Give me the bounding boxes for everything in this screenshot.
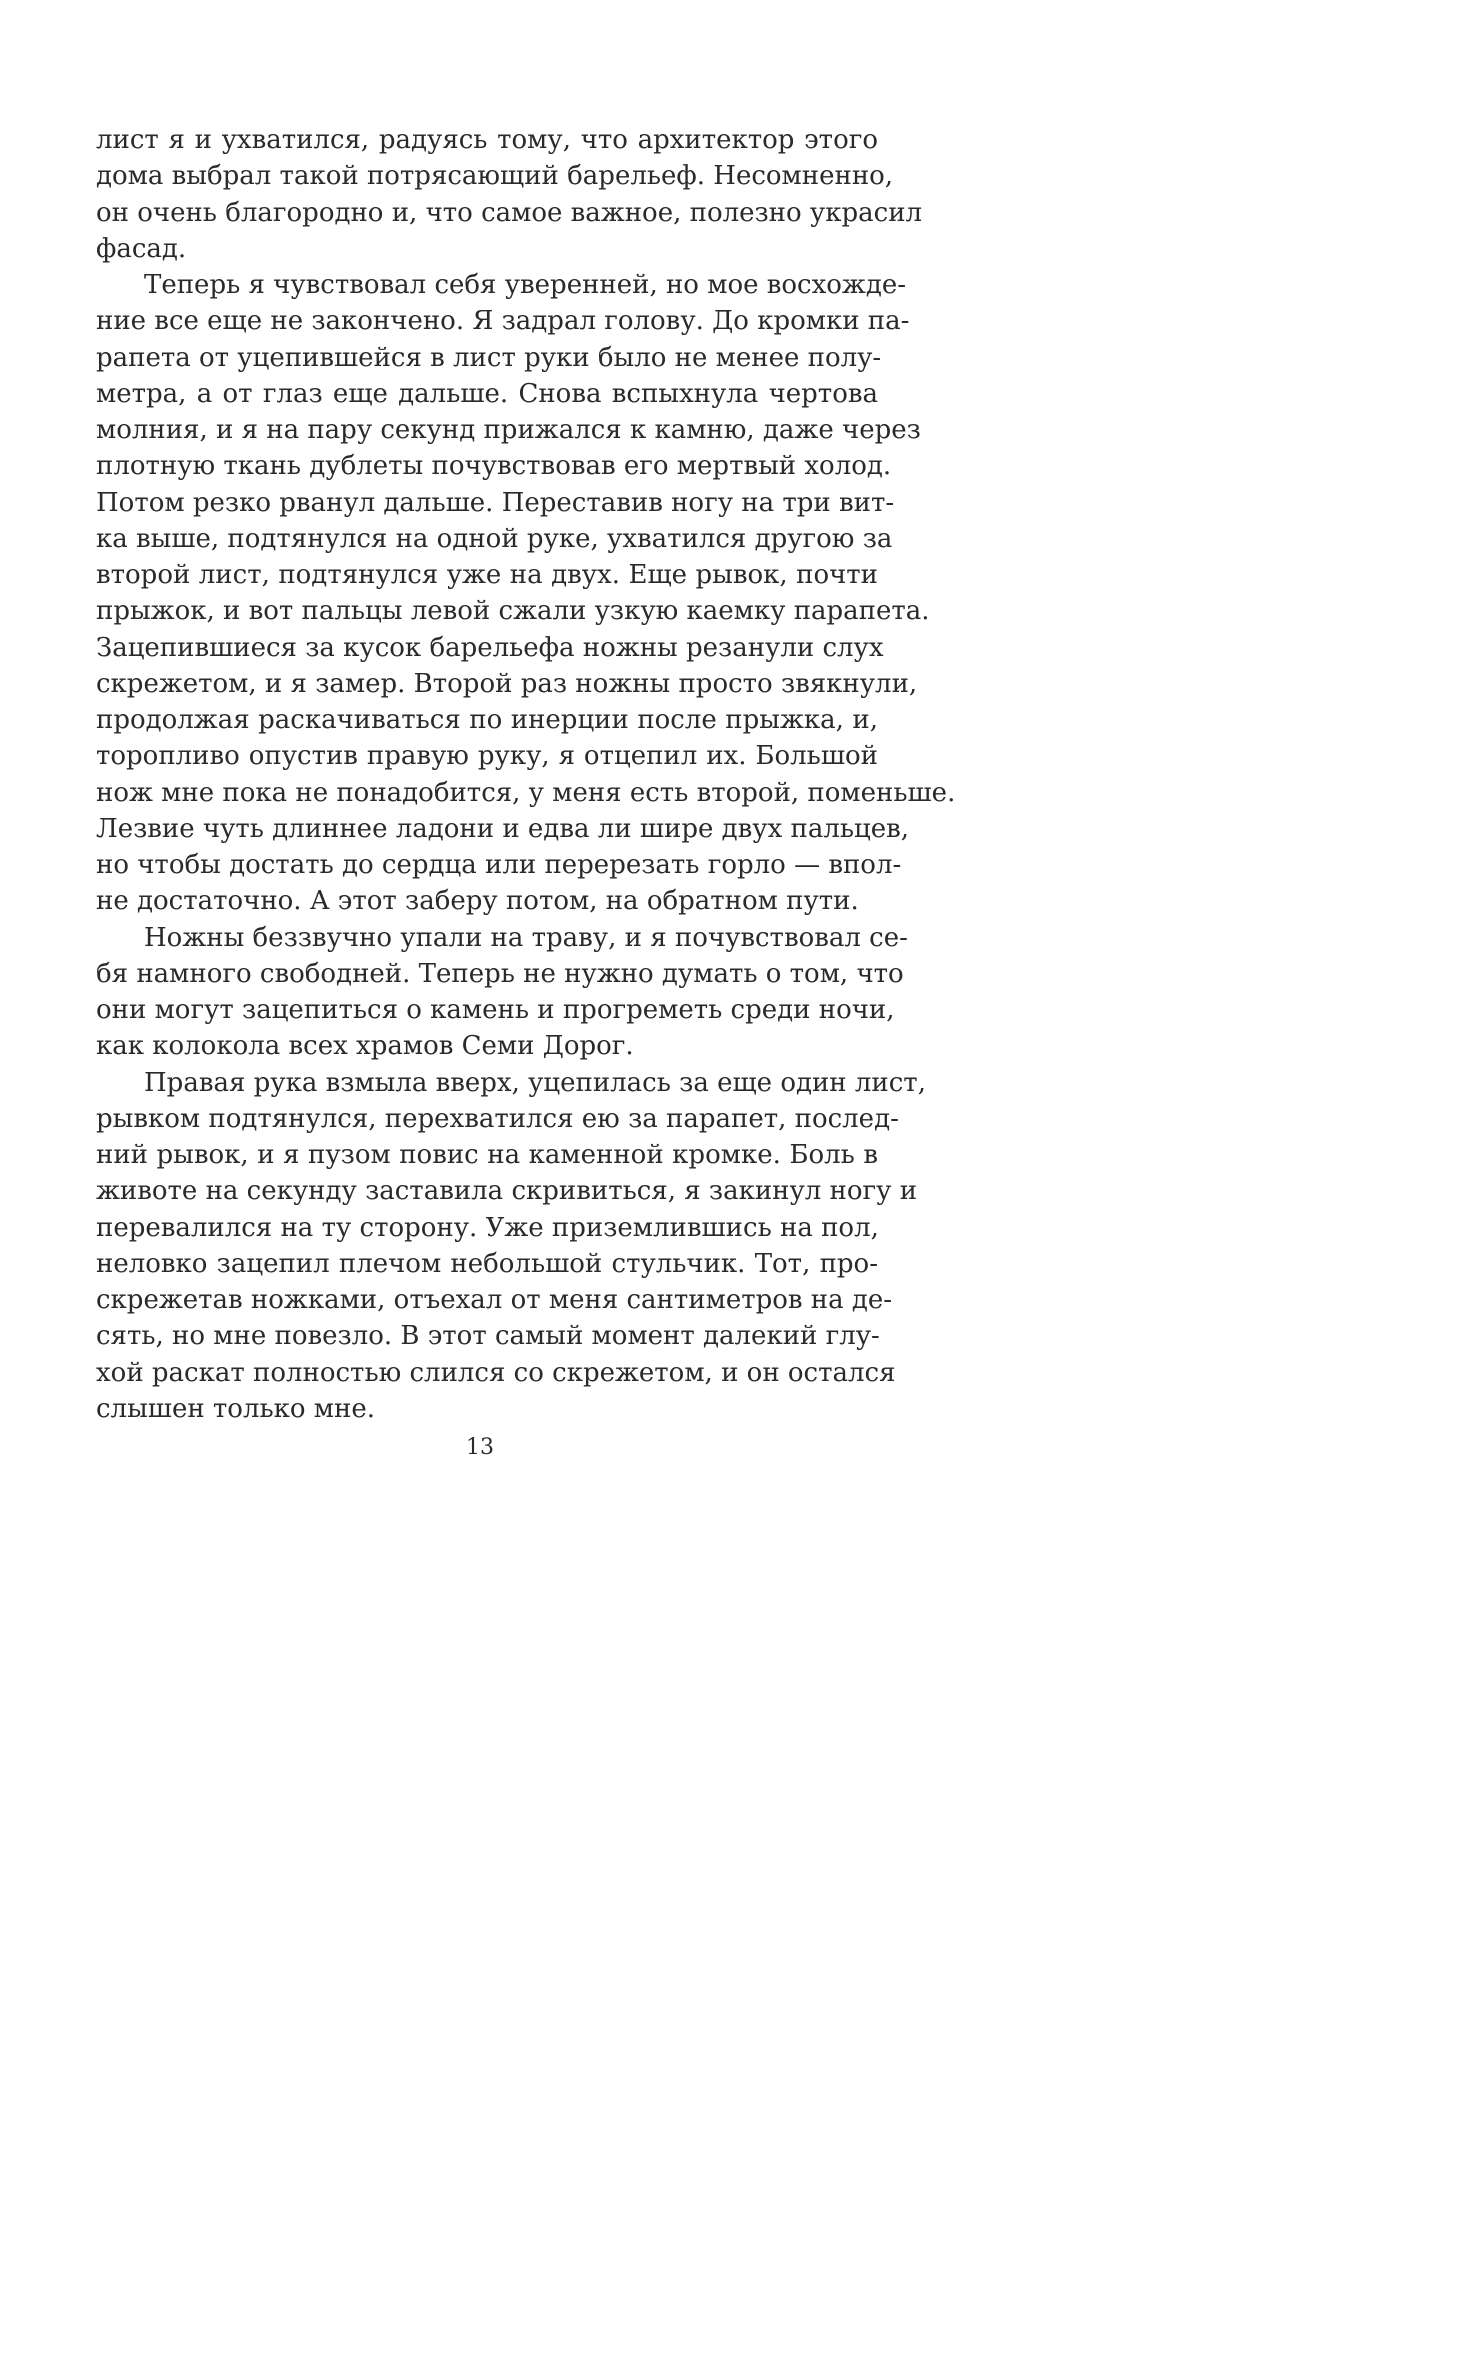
text-line: скрежетав ножками, отъехал от меня сантиметров на де-: [96, 1285, 893, 1315]
text-line: прыжок, и вот пальцы левой сжали узкую каемку парапета.: [96, 596, 930, 627]
text-line: метра, а от глаз еще дальше. Снова вспыхнула чертова: [96, 378, 878, 409]
text-line: он очень благородно и, что самое важное, полезно украсил: [96, 197, 923, 228]
text-line: как колокола всех храмов Семи Дорог.: [96, 1031, 634, 1062]
book-page: [0, 0, 960, 1538]
text-line: Ножны беззвучно упали на траву, и я почувствовал се-: [144, 922, 908, 953]
text-line: фасад.: [96, 233, 187, 264]
text-line: сять, но мне повезло. В этот самый момент далекий глу-: [96, 1321, 880, 1352]
text-line: слышен только мне.: [96, 1393, 376, 1424]
text-line: скрежетом, и я замер. Второй раз ножны просто звякнули,: [96, 668, 918, 699]
text-line: ка выше, подтянулся на одной руке, ухватился другою за: [96, 523, 893, 554]
text-line: Лезвие чуть длиннее ладони и едва ли шире двух пальцев,: [96, 813, 910, 844]
text-line: торопливо опустив правую руку, я отцепил их. Большой: [96, 741, 878, 772]
text-line: лист я и ухватился, радуясь тому, что архитектор этого: [96, 125, 878, 155]
text-line: не достаточно. А этот заберу потом, на обратном пути.: [96, 886, 859, 917]
text-line: Потом резко рванул дальше. Переставив ногу на три вит-: [96, 487, 895, 518]
text-line: перевалился на ту сторону. Уже приземлившись на пол,: [96, 1212, 879, 1243]
text-line: Теперь я чувствовал себя уверенней, но мое восхожде-: [144, 270, 907, 300]
text-line: дома выбрал такой потрясающий барельеф. Несомненно,: [96, 161, 894, 192]
text-line: продолжая раскачиваться по инерции после прыжка, и,: [96, 705, 878, 735]
body-text: [96, 122, 956, 1427]
text-line: молния, и я на пару секунд прижался к камню, даже через: [96, 415, 921, 445]
text-line: рапета от уцепившейся в лист руки было не менее полу-: [96, 342, 882, 373]
text-line: животе на секунду заставила скривиться, я закинул ногу и: [96, 1176, 918, 1207]
text-line: рывком подтянулся, перехватился ею за парапет, послед-: [96, 1103, 899, 1134]
text-line: ний рывок, и я пузом повис на каменной кромке. Боль в: [96, 1140, 878, 1170]
text-line: Правая рука взмыла вверх, уцепилась за еще один лист,: [144, 1067, 926, 1098]
text-line: хой раскат полностью слился со скрежетом, и он остался: [96, 1357, 896, 1388]
text-line: но чтобы достать до сердца или перерезать горло — впол-: [96, 850, 902, 880]
page-number: 13: [466, 1435, 494, 1460]
text-line: Зацепившиеся за кусок барельефа ножны резанули слух: [96, 632, 884, 663]
text-line: плотную ткань дублеты почувствовав его мертвый холод.: [96, 451, 892, 482]
text-line: нож мне пока не понадобится, у меня есть второй, поменьше.: [96, 777, 956, 808]
text-line: неловко зацепил плечом небольшой стульчик. Тот, про-: [96, 1248, 878, 1279]
text-line: они могут зацепиться о камень и прогреметь среди ночи,: [96, 995, 895, 1025]
text-line: ние все еще не закончено. Я задрал голову. До кромки па-: [96, 306, 910, 337]
text-line: бя намного свободней. Теперь не нужно думать о том, что: [96, 958, 904, 989]
text-line: второй лист, подтянулся уже на двух. Еще рывок, почти: [96, 560, 878, 590]
